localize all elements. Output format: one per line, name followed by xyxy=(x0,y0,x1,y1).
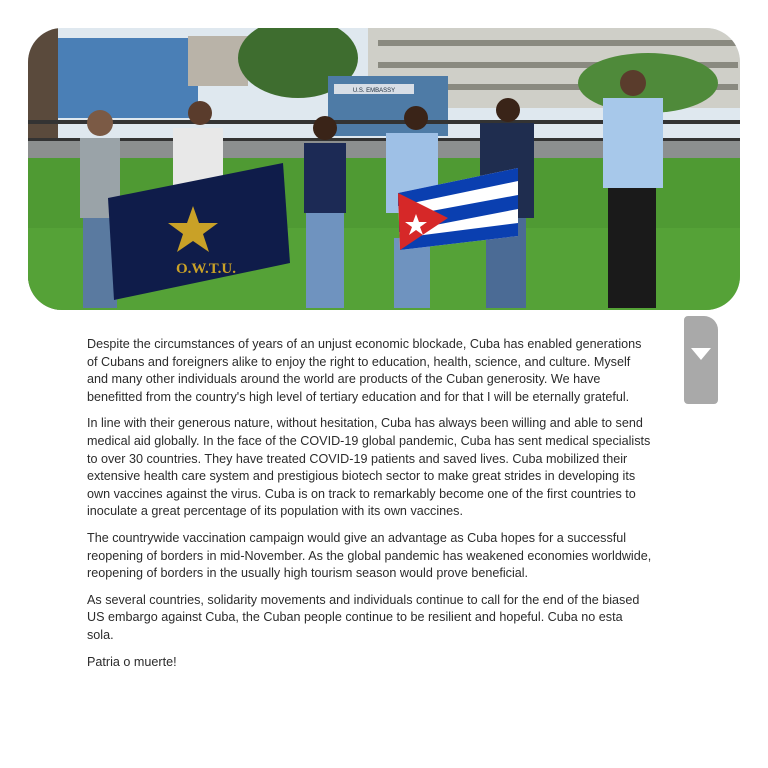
article-photo xyxy=(28,28,740,310)
paragraph: Patria o muerte! xyxy=(87,654,177,669)
paragraph: As several countries, solidarity movements and individuals continue to call for the end of the biased US embargo against Cuba, the Cuban people continue to be resilient and hopeful. Cuba no esta sola. xyxy=(87,592,640,642)
scroll-down-tab[interactable] xyxy=(684,316,718,404)
paragraph: In line with their generous nature, without hesitation, Cuba has always been willing and able to send medical aid globally. In the face of the COVID-19 global pandemic, Cuba has sent medical specialists to over 30 countries. They have treated COVID-19 patients and saved lives. Cuba mobilized their extensive health care system and prestigious biotech sector to make great strides in developing its own vaccines against the virus. Cuba is on track to remarkably become one of the first countries to inoculate a great percentage of its population with its own vaccines. xyxy=(87,416,651,519)
paragraph: Despite the circumstances of years of an unjust economic blockade, Cuba has enabled generations of Cubans and foreigners alike to enjoy the right to education, health, science, and culture. Myself and many other individuals around the world are products of the Cuban generosity. We have benefitted from the country's high level of tertiary education and for that I will be eternally grateful. xyxy=(87,337,642,404)
embassy-sign: U.S. EMBASSY xyxy=(352,88,396,94)
paragraph: The countrywide vaccination campaign would give an advantage as Cuba hopes for a successful reopening of borders in mid-November. As the global pandemic has weakened economies worldwide, reopening of borders in the usually high tourism season would prove beneficial. xyxy=(87,530,652,581)
article-body xyxy=(87,336,652,680)
chevron-down-icon xyxy=(691,348,711,360)
flag-label: O.W.T.U. xyxy=(175,261,237,277)
